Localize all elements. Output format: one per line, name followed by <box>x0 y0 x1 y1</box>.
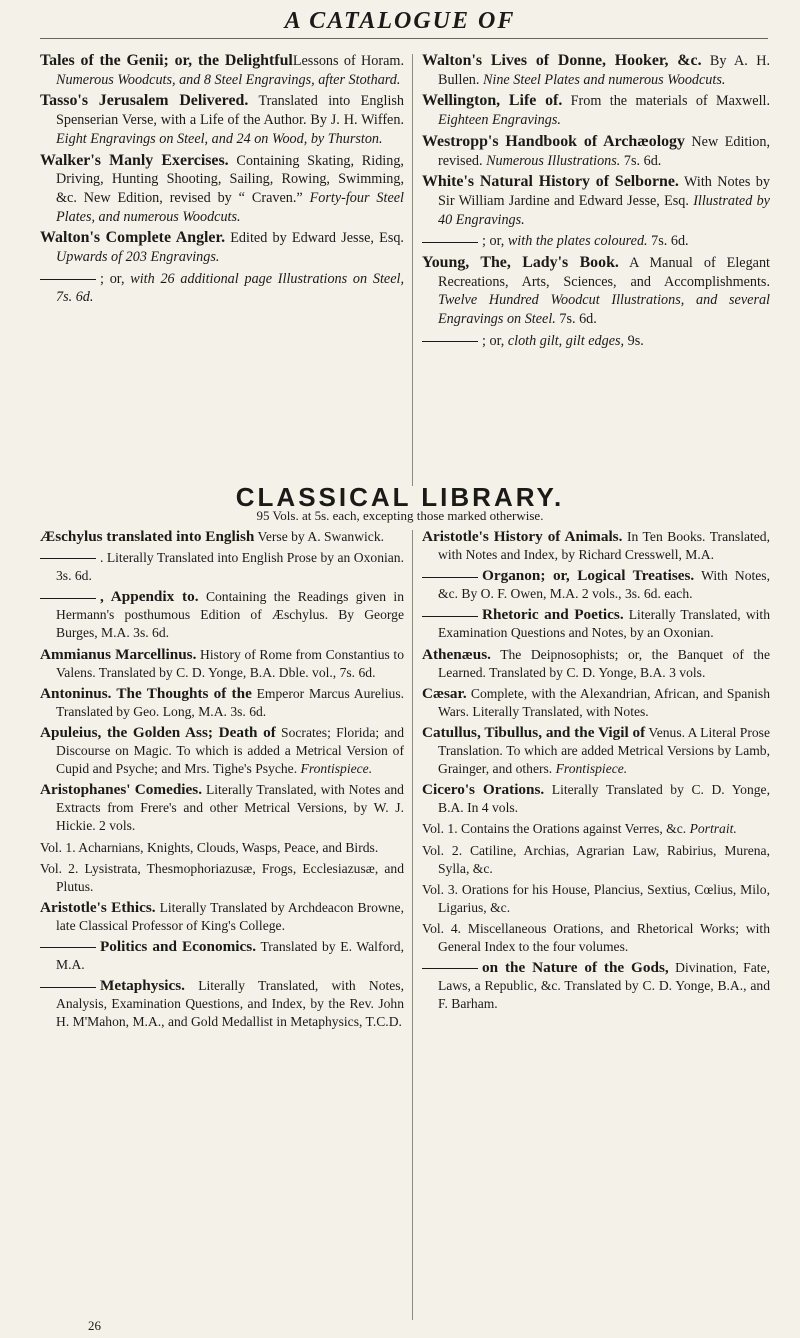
entry-text: A Manual of Elegant Recreations, Arts, Sciences, and Accomplishments. <box>438 255 770 290</box>
entry-heading: Ammianus Marcellinus. <box>40 645 197 663</box>
entry-text: Vol. 3. Orations for his House, Plancius, Sextius, Cœlius, Milo, Ligarius, &c. <box>422 881 770 915</box>
entry-text: Verse by A. Swanwick. <box>254 529 385 544</box>
entry-illustration-note: Frontispiece. <box>300 761 373 777</box>
entry-illustration-note: Twelve Hundred Woodcut Illustrations, and several Engravings on Steel. <box>438 292 770 328</box>
catalogue-entry <box>40 860 404 896</box>
ditto-rule <box>422 577 478 578</box>
catalogue-entry <box>422 528 770 564</box>
catalogue-entry <box>422 881 770 917</box>
catalogue-entry <box>40 152 404 227</box>
catalogue-entry <box>422 646 770 682</box>
entry-text: With Notes by Sir William Jardine and Edward Jesse, Esq. <box>438 174 770 209</box>
entry-heading: Wellington, Life of. <box>422 92 563 110</box>
page-number: 26 <box>88 1318 101 1333</box>
entry-illustration-note: Eight Engravings on Steel, and 24 on Wood, by Thurston. <box>56 130 383 147</box>
entry-illustration-note: Numerous Woodcuts, and 8 Steel Engravings, after Stothard. <box>56 71 401 88</box>
catalogue-entry <box>422 685 770 721</box>
entry-heading: Walton's Lives of Donne, Hooker, &c. <box>422 52 702 69</box>
running-head: A CATALOGUE OF <box>284 8 516 34</box>
column-divider-bottom <box>412 530 413 1320</box>
entry-text: Containing Skating, Riding, Driving, Hunting Shooting, Sailing, Rowing, Swimming, &c. New Edition, revised by “ Craven.” <box>56 152 404 206</box>
entry-heading: White's Natural History of Selborne. <box>422 173 679 191</box>
entry-heading: Tasso's Jerusalem Delivered. <box>40 92 249 110</box>
entry-heading: Cæsar. <box>422 684 467 702</box>
catalogue-entry <box>40 646 404 682</box>
ditto-rule <box>422 968 478 969</box>
entry-heading: Organon; or, Logical Treatises. <box>482 567 695 585</box>
entry-text: Vol. 1. Acharnians, Knights, Clouds, Wasps, Peace, and Birds. <box>40 839 379 855</box>
catalogue-entry <box>422 920 770 956</box>
entry-illustration-note: Forty-four Steel Plates, and numerous Woodcuts. <box>56 189 404 225</box>
entry-text: History of Rome from Constantius to Valens. Translated by C. D. Yonge, B.A. Dble. vol., 7s. 6d. <box>56 646 405 680</box>
entry-text: 7s. 6d. <box>620 152 662 169</box>
catalogue-entry <box>422 332 770 351</box>
entry-text: Vol. 2. Catiline, Archias, Agrarian Law, Rabirius, Murena, Sylla, &c. <box>422 842 770 876</box>
ditto-rule <box>40 947 96 948</box>
catalogue-entry <box>40 839 404 857</box>
top-right-column <box>422 52 770 354</box>
catalogue-entry <box>422 133 770 170</box>
entry-text: In Ten Books. Translated, with Notes and Index, by Richard Cresswell, M.A. <box>438 529 771 563</box>
entry-heading: Aristotle's History of Animals. <box>422 528 623 545</box>
entry-heading: Apuleius, the Golden Ass; Death of <box>40 723 276 741</box>
entry-text: Vol. 4. Miscellaneous Orations, and Rhetorical Works; with General Index to the four volumes. <box>422 920 770 954</box>
entry-heading: Walton's Complete Angler. <box>40 229 226 247</box>
catalogue-entry <box>40 52 404 89</box>
entry-illustration-note: Frontispiece. <box>555 761 628 777</box>
catalogue-entry <box>40 977 404 1031</box>
entry-heading: Politics and Economics. <box>100 937 257 955</box>
catalogue-entry <box>422 724 770 778</box>
entry-heading: , Appendix to. <box>100 588 199 606</box>
catalogue-entry <box>40 92 404 148</box>
entry-heading: Tales of the Genii; or, the Delightful <box>40 52 293 69</box>
entry-illustration-note: with the plates coloured. <box>507 233 648 250</box>
ditto-rule <box>422 616 478 617</box>
ditto-rule <box>40 558 96 559</box>
entry-illustration-note: Eighteen Engravings. <box>438 112 561 129</box>
header-rule <box>40 38 768 39</box>
catalogue-entry <box>422 959 770 1013</box>
entry-heading: Cicero's Orations. <box>422 781 545 799</box>
entry-illustration-note: Nine Steel Plates and numerous Woodcuts. <box>482 71 726 88</box>
entry-text: 7s. 6d. <box>555 311 597 328</box>
catalogue-entry <box>422 254 770 329</box>
section-subtitle: 95 Vols. at 5s. each, excepting those marked otherwise. <box>256 508 544 523</box>
catalogue-entry <box>422 842 770 878</box>
entry-illustration-note: Illustrated by 40 Engravings. <box>438 192 770 228</box>
entry-text: Literally Translated, with Examination Questions and Notes, by an Oxonian. <box>438 607 770 641</box>
entry-heading: Rhetoric and Poetics. <box>482 606 624 624</box>
entry-text: The Deipnosophists; or, the Banquet of the Learned. Translated by C. D. Yonge, B.A. 3 vols. <box>438 646 770 680</box>
entry-heading: Young, The, Lady's Book. <box>422 254 619 272</box>
catalogue-entry <box>40 528 404 546</box>
catalogue-entry <box>40 781 404 835</box>
entry-text: 7s. 6d. <box>647 233 689 250</box>
entry-heading: on the Nature of the Gods, <box>482 959 669 977</box>
entry-heading: Aristotle's Ethics. <box>40 898 156 916</box>
bottom-left-column <box>40 528 404 1034</box>
top-left-column <box>40 52 404 310</box>
entry-text: Literally Translated, with Notes and Extracts from Frere's and other Metrical Versions, by W. J. Hickie. 2 vols. <box>56 782 404 834</box>
entry-heading: Athenæus. <box>422 645 491 663</box>
entry-illustration-note: with 26 additional page Illustrations on Steel, 7s. 6d. <box>56 270 404 306</box>
entry-text: Venus. A Literal Prose Translation. To which are added Metrical Versions by Lamb, Grainger, and others. <box>438 724 770 777</box>
ditto-rule <box>40 598 96 599</box>
catalogue-entry <box>40 724 404 778</box>
column-divider-top <box>412 54 413 486</box>
catalogue-entry <box>422 606 770 642</box>
entry-heading: Catullus, Tibullus, and the Vigil of <box>422 723 646 741</box>
entry-text: With Notes, &c. By O. F. Owen, M.A. 2 vols., 3s. 6d. each. <box>438 568 770 602</box>
entry-text: Divination, Fate, Laws, a Republic, &c. Translated by C. D. Yonge, B.A., and F. Barham. <box>438 960 770 1012</box>
catalogue-entry <box>40 899 404 935</box>
catalogue-entry <box>40 588 404 642</box>
entry-text: Lessons of Horam. <box>292 53 404 69</box>
catalogue-entry <box>422 232 770 251</box>
entry-text: Literally Translated, with Notes, Analysis, Examination Questions, and Index, by the Rev. John H. M'Mahon, M.A., and Gold Medallist in Metaphysics, T.C.D. <box>56 978 404 1030</box>
entry-text: From the materials of Maxwell. <box>562 93 770 110</box>
catalogue-entry <box>422 52 770 89</box>
entry-illustration-note: Upwards of 203 Engravings. <box>56 249 220 266</box>
ditto-rule <box>422 242 478 243</box>
entry-heading: Antoninus. The Thoughts of the <box>40 684 252 702</box>
entry-heading: Westropp's Handbook of Archæology <box>422 132 685 150</box>
entry-text: Translated by E. Walford, M.A. <box>56 938 404 973</box>
entry-illustration-note: cloth gilt, gilt edges, <box>507 332 625 349</box>
ditto-rule <box>40 987 96 988</box>
entry-text: Edited by Edward Jesse, Esq. <box>225 230 404 247</box>
catalogue-entry <box>422 567 770 603</box>
entry-text: ; or, <box>100 270 131 287</box>
entry-text: New Edition, revised. <box>438 133 771 169</box>
catalogue-entry <box>40 685 404 721</box>
entry-illustration-note: Portrait. <box>689 821 737 837</box>
entry-text: By A. H. Bullen. <box>438 53 771 88</box>
bottom-right-column <box>422 528 770 1016</box>
entry-text: Containing the Readings given in Hermann's posthumous Edition of Æschylus. By George Burges, M.A. 3s. 6d. <box>56 589 404 641</box>
catalogue-entry <box>422 820 770 838</box>
entry-heading: Aristophanes' Comedies. <box>40 781 203 799</box>
ditto-rule <box>422 341 478 342</box>
catalogue-entry <box>40 938 404 974</box>
catalogue-entry <box>40 270 404 307</box>
entry-text: Socrates; Florida; and Discourse on Magic. To which is added a Metrical Version of Cupid and Psyche; and Mrs. Tighe's Psyche. <box>56 724 404 777</box>
entry-text: ; or, <box>482 233 508 250</box>
entry-heading: Æschylus translated into English <box>40 528 255 545</box>
catalogue-entry <box>422 173 770 229</box>
catalogue-entry <box>40 229 404 266</box>
entry-text: Literally Translated by C. D. Yonge, B.A. In 4 vols. <box>438 782 770 816</box>
section-title: CLASSICAL LIBRARY. <box>235 482 565 512</box>
catalogue-entry <box>422 781 770 817</box>
entry-heading: Metaphysics. <box>100 977 185 995</box>
entry-text: Vol. 2. Lysistrata, Thesmophoriazusæ, Frogs, Ecclesiazusæ, and Plutus. <box>40 860 404 894</box>
entry-illustration-note: Numerous Illustrations. <box>486 152 621 169</box>
entry-text: Translated into English Spenserian Verse, with a Life of the Author. By J. H. Wiffen. <box>56 93 405 129</box>
catalogue-entry <box>422 92 770 129</box>
entry-text: ; or, <box>482 332 508 349</box>
entry-text: Literally Translated by Archdeacon Browne, late Classical Professor of King's College. <box>56 899 404 933</box>
entry-heading: Walker's Manly Exercises. <box>40 151 229 169</box>
entry-text: Complete, with the Alexandrian, African, and Spanish Wars. Literally Translated, with Notes. <box>438 685 770 719</box>
entry-text: 9s. <box>624 332 644 349</box>
entry-text: Emperor Marcus Aurelius. Translated by Geo. Long, M.A. 3s. 6d. <box>56 685 405 719</box>
catalogue-entry <box>40 549 404 585</box>
ditto-rule <box>40 279 96 280</box>
entry-text: . Literally Translated into English Prose by an Oxonian. 3s. 6d. <box>56 550 404 584</box>
entry-text: Vol. 1. Contains the Orations against Verres, &c. <box>422 821 690 837</box>
